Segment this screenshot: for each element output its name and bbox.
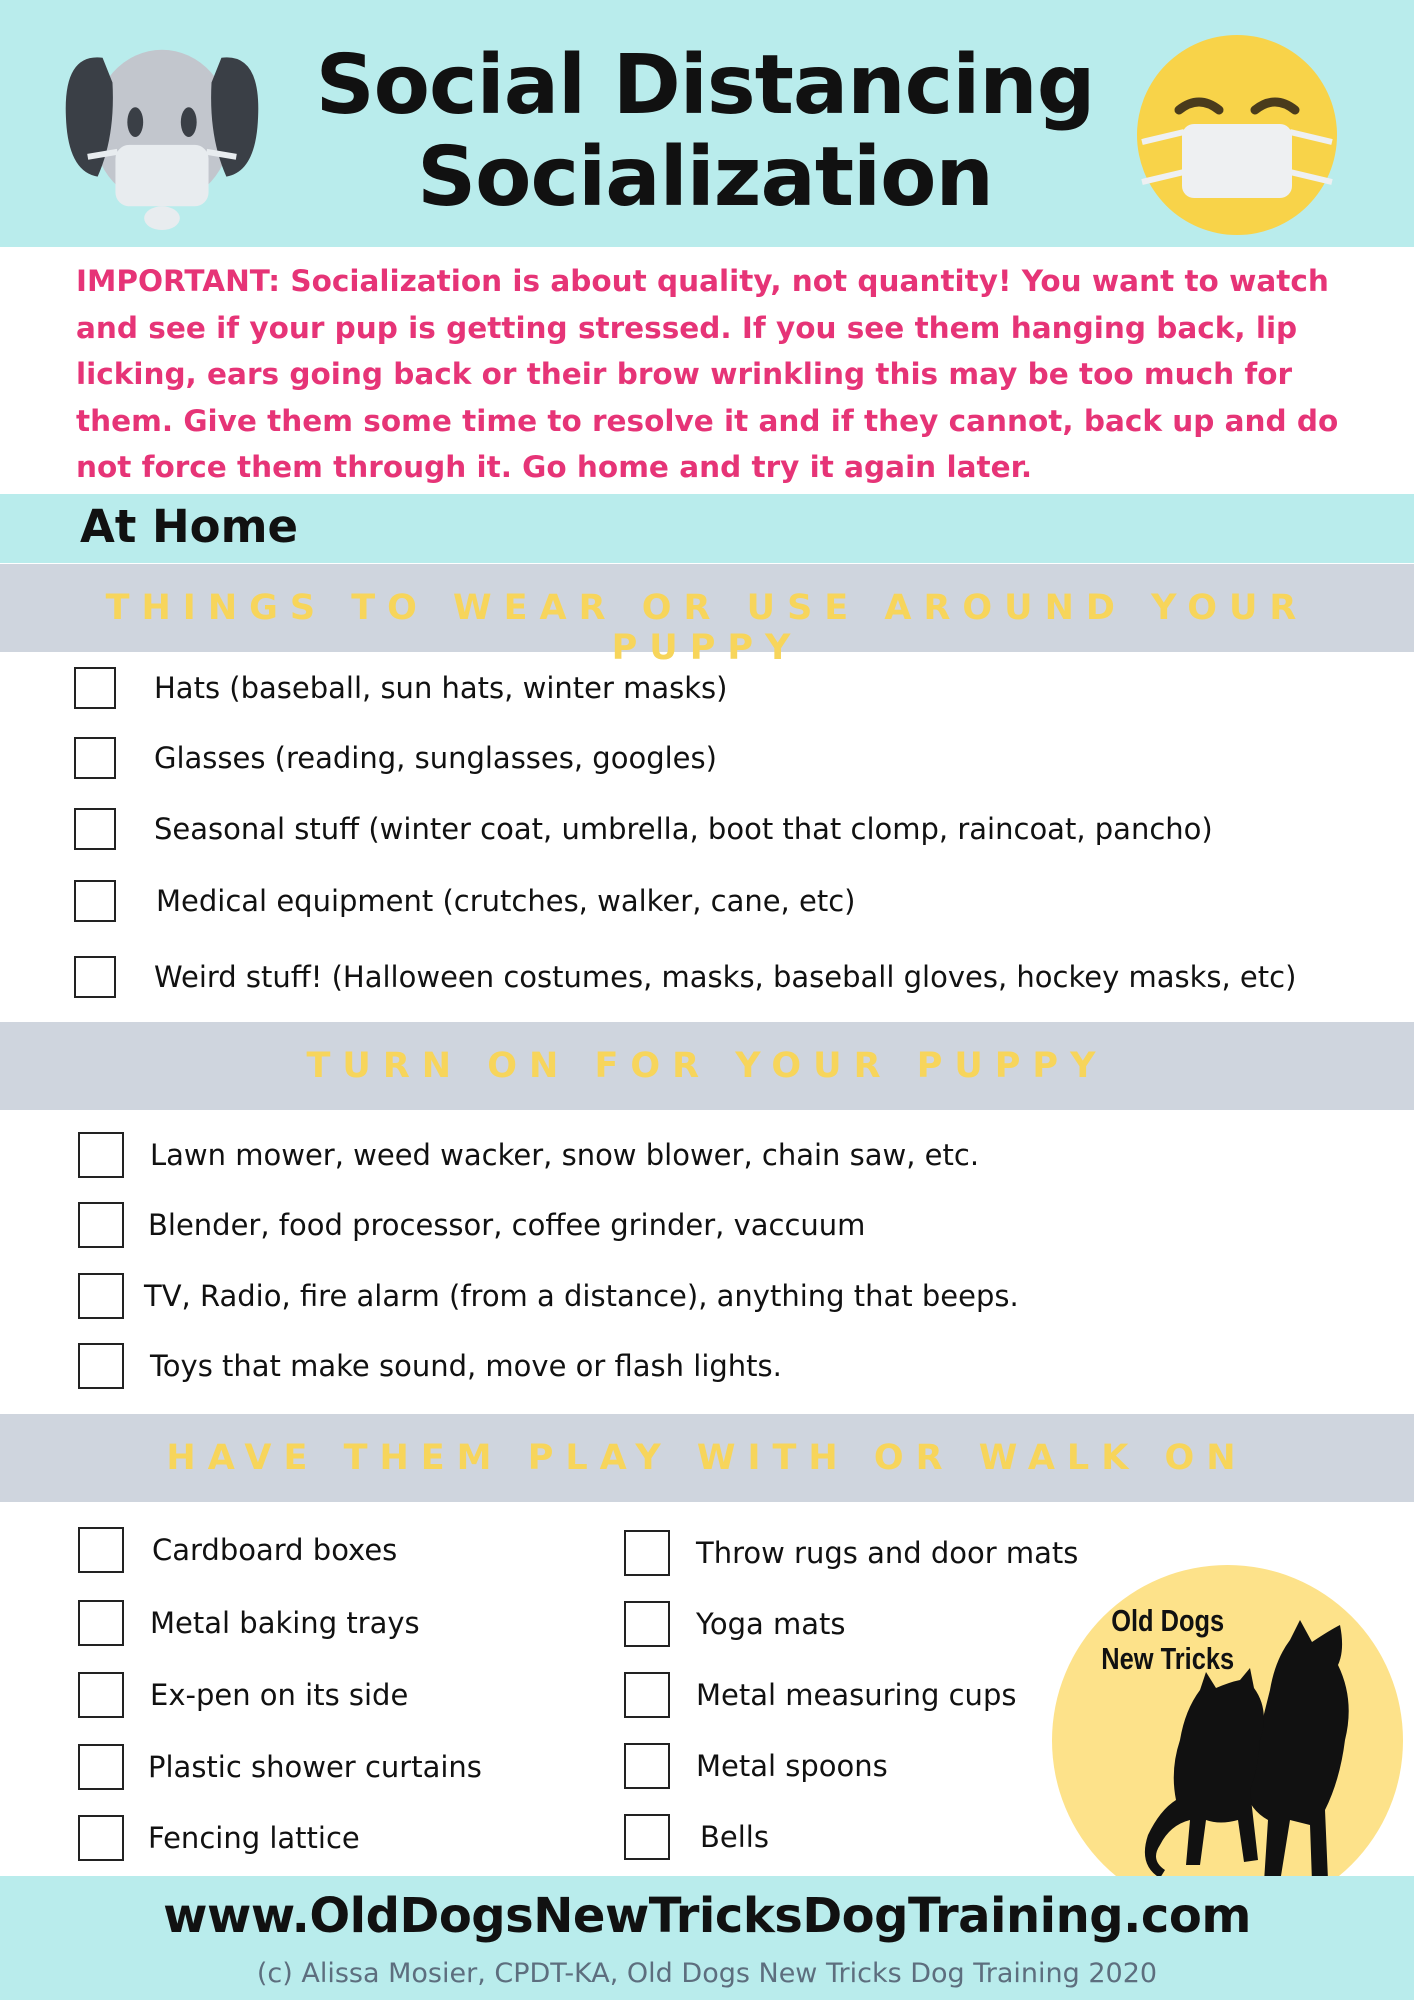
item-label: Bells	[700, 1820, 769, 1854]
item-label: Plastic shower curtains	[148, 1750, 482, 1784]
important-note: IMPORTANT: Socialization is about quality, not quantity! You want to watch and see if your pup is getting stressed. If you see them hanging back, lip licking, ears going back or their brow wrinkling this may be too much for them. Give them some time to resolve it and if they cannot, back up and do not force them through it. Go home and try it again later.	[76, 264, 1339, 484]
section-title-turn-on: TURN ON FOR YOUR PUPPY	[306, 1046, 1108, 1086]
face-mask-emoji-icon	[1134, 32, 1340, 238]
checkbox[interactable]	[74, 667, 116, 709]
list-item[interactable]	[78, 1744, 482, 1790]
list-item[interactable]	[624, 1743, 888, 1789]
checkbox[interactable]	[78, 1343, 124, 1389]
list-item[interactable]	[74, 956, 1296, 998]
checkbox[interactable]	[624, 1814, 670, 1860]
checkbox[interactable]	[624, 1672, 670, 1718]
list-item[interactable]	[78, 1815, 360, 1861]
checkbox[interactable]	[78, 1273, 124, 1319]
list-item[interactable]	[624, 1601, 846, 1647]
item-label: Weird stuff! (Halloween costumes, masks, baseball gloves, hockey masks, etc)	[154, 960, 1297, 994]
item-label: Cardboard boxes	[152, 1533, 398, 1567]
list-item[interactable]	[78, 1273, 1019, 1319]
item-label: Yoga mats	[696, 1607, 846, 1641]
title-line-1: Social Distancing	[315, 38, 1095, 133]
item-label: Medical equipment (crutches, walker, cane, etc)	[156, 884, 856, 918]
list-item[interactable]	[74, 808, 1213, 850]
logo-text	[1098, 1602, 1237, 1678]
list-item[interactable]	[74, 737, 717, 779]
checkbox[interactable]	[78, 1815, 124, 1861]
checkbox[interactable]	[78, 1202, 124, 1248]
section-title-wear: THINGS TO WEAR OR USE AROUND YOUR PUPPY	[105, 588, 1309, 668]
checkbox[interactable]	[74, 737, 116, 779]
list-item[interactable]	[78, 1202, 865, 1248]
list-item[interactable]	[78, 1600, 420, 1646]
item-label: Toys that make sound, move or flash lights.	[150, 1349, 782, 1383]
item-label: Throw rugs and door mats	[696, 1536, 1079, 1570]
item-label: TV, Radio, fire alarm (from a distance), anything that beeps.	[144, 1279, 1019, 1313]
logo-line-2: New Tricks	[1101, 1641, 1235, 1676]
item-label: Metal spoons	[696, 1749, 888, 1783]
list-item[interactable]	[78, 1132, 979, 1178]
checkbox[interactable]	[78, 1600, 124, 1646]
item-label: Metal baking trays	[150, 1606, 420, 1640]
checkbox[interactable]	[624, 1530, 670, 1576]
item-label: Ex-pen on its side	[150, 1678, 409, 1712]
item-label: Fencing lattice	[148, 1821, 360, 1855]
section-title-play: HAVE THEM PLAY WITH OR WALK ON	[166, 1438, 1248, 1478]
list-item[interactable]	[78, 1672, 408, 1718]
item-label: Seasonal stuff (winter coat, umbrella, boot that clomp, raincoat, pancho)	[154, 812, 1213, 846]
list-item[interactable]	[78, 1343, 782, 1389]
logo-line-1: Old Dogs	[1111, 1603, 1225, 1638]
checkbox[interactable]	[74, 808, 116, 850]
title-line-2: Socialization	[417, 130, 993, 225]
item-label: Glasses (reading, sunglasses, googles)	[154, 741, 717, 775]
checkbox[interactable]	[74, 880, 116, 922]
checkbox[interactable]	[624, 1743, 670, 1789]
checkbox[interactable]	[78, 1527, 124, 1573]
list-item[interactable]	[74, 880, 855, 922]
website-link[interactable]: www.OldDogsNewTricksDogTraining.com	[163, 1888, 1251, 1944]
item-label: Hats (baseball, sun hats, winter masks)	[154, 671, 728, 705]
page-title	[230, 40, 1180, 224]
list-item[interactable]	[78, 1527, 397, 1573]
checkbox[interactable]	[74, 956, 116, 998]
copyright-text: (c) Alissa Mosier, CPDT-KA, Old Dogs New Tricks Dog Training 2020	[256, 1958, 1158, 1989]
list-item[interactable]	[624, 1672, 1016, 1718]
item-label: Metal measuring cups	[696, 1678, 1017, 1712]
item-label: Lawn mower, weed wacker, snow blower, chain saw, etc.	[150, 1138, 980, 1172]
list-item[interactable]	[624, 1814, 769, 1860]
checkbox[interactable]	[78, 1672, 124, 1718]
checkbox[interactable]	[78, 1132, 124, 1178]
list-item[interactable]	[624, 1530, 1078, 1576]
checkbox[interactable]	[624, 1601, 670, 1647]
list-item[interactable]	[74, 667, 727, 709]
checkbox[interactable]	[78, 1744, 124, 1790]
item-label: Blender, food processor, coffee grinder, vaccuum	[148, 1208, 866, 1242]
at-home-heading: At Home	[80, 500, 298, 553]
